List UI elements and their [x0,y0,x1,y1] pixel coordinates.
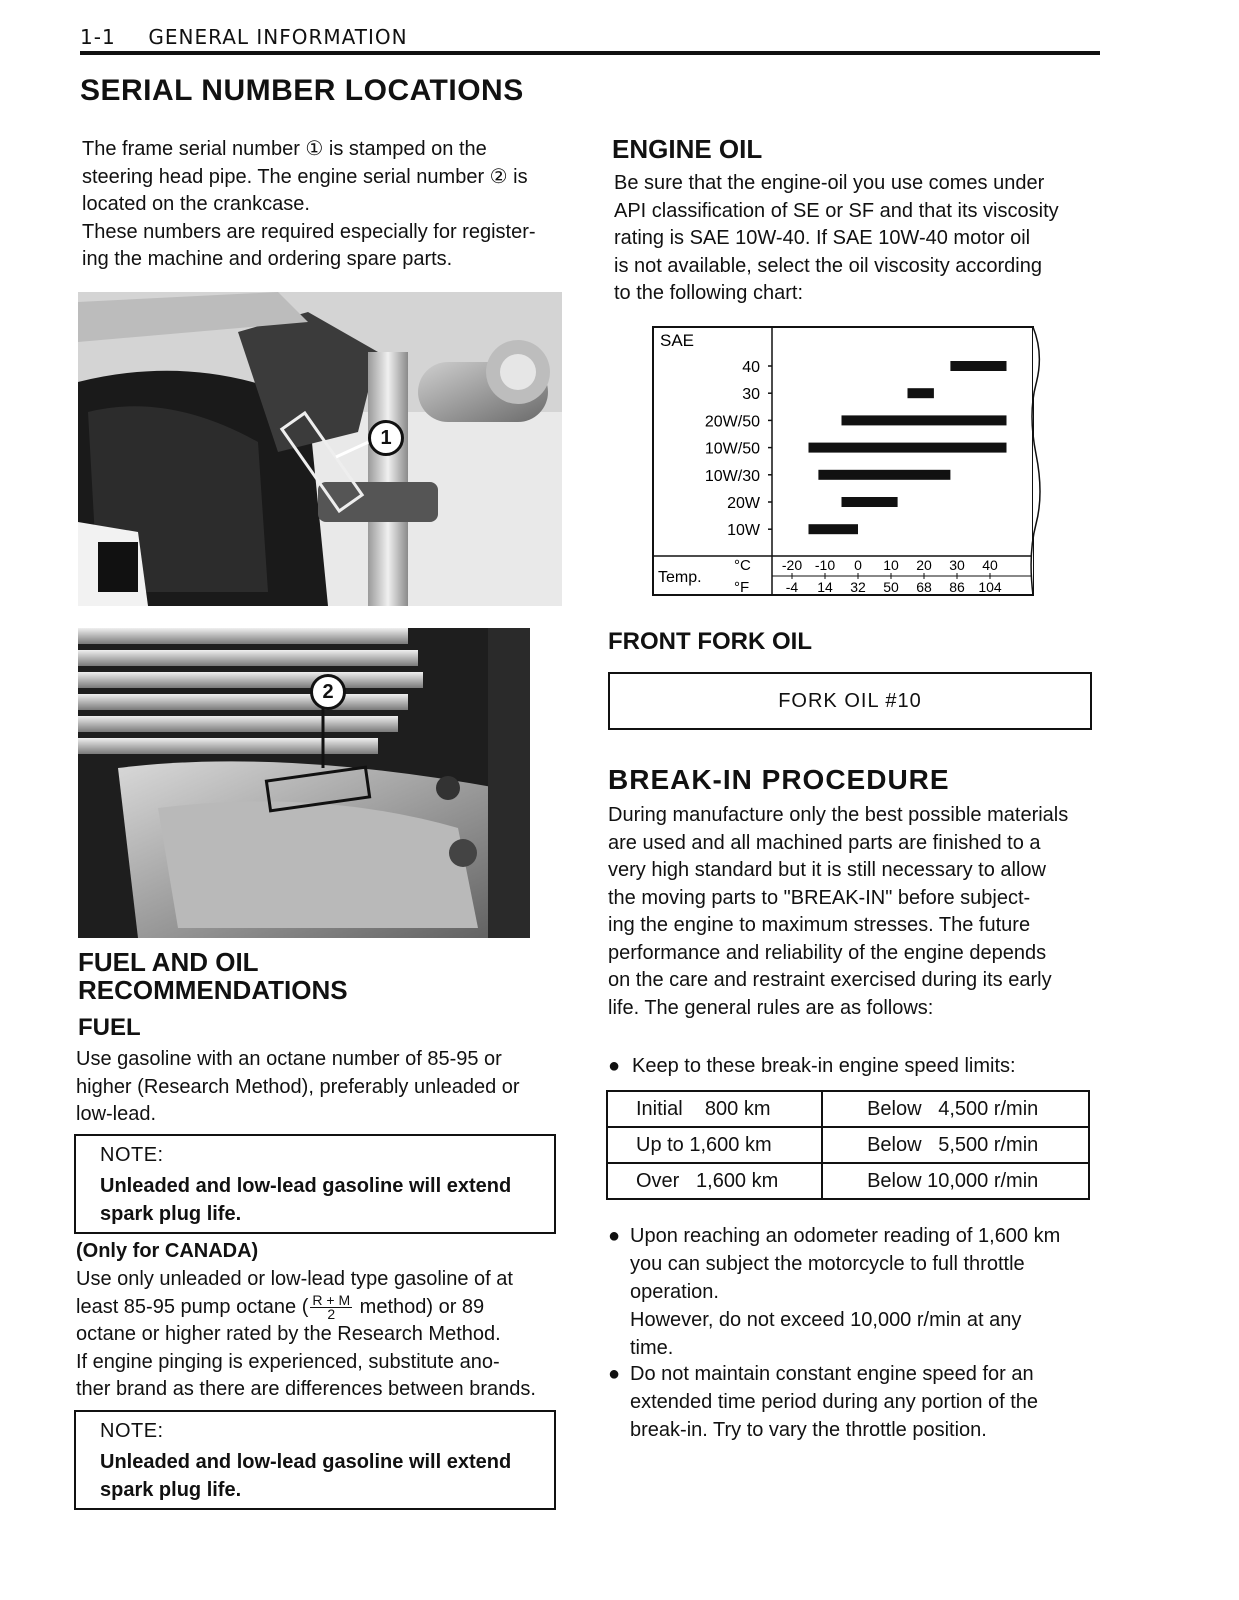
distance-cell: Up to 1,600 km [607,1127,822,1163]
canada-line: octane or higher rated by the Research Method. [76,1323,501,1345]
chart-xlabel: Temp. [658,569,702,586]
tick-label-c: 40 [982,557,998,573]
fraction-denominator: 2 [327,1305,336,1322]
tick-label-f: -4 [785,579,799,595]
callout-2: 2 [310,674,346,710]
bullet-line: Do not maintain constant engine speed for an [630,1363,1034,1385]
callout-1: 1 [368,420,404,456]
speed-table-row [607,1163,1089,1199]
tick-label-f: 86 [949,579,965,595]
bullet-speed-limits [608,1052,1088,1080]
sae-grade-label: 20W/50 [704,413,760,431]
tick-label-c: -10 [814,557,836,573]
page-header [80,25,408,49]
serial-line: The frame serial number ① is stamped on the [82,138,487,160]
unit-f-label: °F [734,579,750,596]
note-line: spark plug life. [100,1479,242,1501]
engine-oil-paragraph [614,170,1092,308]
engine-photo-illustration [78,628,530,938]
viscosity-range-bar [842,497,898,507]
bullet-line: extended time period during any portion of the [630,1391,1039,1413]
rpm-cell: Below 5,500 r/min [822,1127,1089,1163]
tick-label-f: 32 [850,579,866,595]
frame-serial-photo [78,292,562,606]
note-box-1 [74,1134,556,1234]
note-title: NOTE: [100,1420,164,1442]
breakin-line: ing the engine to maximum stresses. The future [608,914,1031,936]
chart-ylabel: SAE [660,331,695,350]
fork-oil-box: FORK OIL #10 [608,672,1092,730]
tick-label-f: 68 [916,579,932,595]
bullet-line: break-in. Try to vary the throttle position. [630,1419,987,1441]
front-fork-title: FRONT FORK OIL [608,628,812,655]
header-rule [80,51,1100,55]
fuel-heading: FUEL [78,1014,141,1041]
bullet-constant-speed [608,1360,1088,1444]
engine-oil-line: is not available, select the oil viscosity according [614,254,1042,277]
breakin-line: During manufacture only the best possible materials [608,804,1069,826]
fuel-oil-title-line: FUEL AND OIL [78,947,259,977]
engine-oil-line: rating is SAE 10W-40. If SAE 10W-40 motor oil [614,227,1031,249]
bullet-line: However, do not exceed 10,000 r/min at any [630,1309,1022,1331]
breakin-paragraph [608,802,1086,1022]
engine-oil-line: Be sure that the engine-oil you use comes under [614,172,1045,194]
viscosity-range-bar [842,415,1007,425]
fuel-line: higher (Research Method), preferably unleaded or [76,1075,520,1098]
bullet-dot: ● [608,1225,621,1247]
bullet-dot: ● [608,1055,621,1077]
breakin-line: on the care and restraint exercised during its early [608,969,1052,991]
tick-label-f: 104 [978,579,1002,595]
sae-grade-label: 10W/50 [704,440,760,458]
canada-text: method) or 89 [354,1295,485,1318]
engine-oil-line: to the following chart: [614,282,803,304]
viscosity-chart [650,324,1044,600]
bullet-text [608,1360,1088,1444]
serial-line: ing the machine and ordering spare parts. [82,248,453,270]
breakin-line: the moving parts to "BREAK-IN" before subject- [608,886,1031,909]
frame-photo-illustration [78,292,562,606]
serial-title: SERIAL NUMBER LOCATIONS [80,74,524,107]
canada-line: Use only unleaded or low-lead type gasoline of at [76,1268,513,1290]
bullet-line: operation. [630,1281,719,1303]
canada-line: If engine pinging is experienced, substitute ano- [76,1350,500,1373]
page-ref: 1-1 [80,25,116,49]
bullet-text: Keep to these break-in engine speed limits: [632,1055,1016,1077]
canada-heading: (Only for CANADA) [76,1240,259,1262]
tick-label-c: -20 [781,557,803,573]
breakin-line: very high standard but it is still necessary to allow [608,859,1046,881]
tick-label-f: 14 [817,579,833,595]
tick-label-f: 50 [883,579,899,595]
breakin-line: performance and reliability of the engine depends [608,941,1047,964]
fuel-oil-title-line: RECOMMENDATIONS [78,975,348,1005]
note-line: spark plug life. [100,1203,242,1225]
sae-grade-label: 10W/30 [704,467,760,485]
serial-line: steering head pipe. The engine serial number ② is [82,165,528,188]
note-line: Unleaded and low-lead gasoline will extend [100,1175,512,1197]
section-name: GENERAL INFORMATION [148,25,408,49]
fuel-line: Use gasoline with an octane number of 85-95 or [76,1048,502,1070]
fraction-numerator: R + M [312,1291,351,1308]
sae-grade-label: 10W [727,522,760,540]
bullet-line: you can subject the motorcycle to full throttle [630,1253,1025,1275]
serial-paragraph [82,136,560,274]
viscosity-range-bar [908,388,934,398]
serial-line: located on the crankcase. [82,193,310,215]
viscosity-range-bar [809,524,859,534]
tick-label-c: 30 [949,557,965,573]
distance-cell: Over 1,600 km [607,1163,822,1199]
note-box-2 [74,1410,556,1510]
speed-limit-table [606,1090,1090,1200]
tick-label-c: 0 [854,557,862,573]
canada-paragraph [76,1266,552,1404]
tick-label-c: 10 [883,557,899,573]
sae-grade-label: 30 [742,386,760,404]
engine-oil-line: API classification of SE or SF and that its viscosity [614,199,1059,222]
note-line: Unleaded and low-lead gasoline will extend [100,1451,512,1473]
serial-line: These numbers are required especially for register- [82,220,536,243]
octane-fraction [310,1291,352,1322]
speed-table-row [607,1091,1089,1127]
viscosity-range-bar [809,443,1007,453]
engine-oil-title: ENGINE OIL [612,134,763,164]
note-text [100,1172,511,1228]
unit-c-label: °C [734,557,751,574]
canada-line-fraction [76,1291,552,1322]
distance-cell: Initial 800 km [607,1091,822,1127]
fuel-paragraph [76,1046,552,1129]
sae-grade-label: 40 [742,359,760,376]
rpm-cell: Below 10,000 r/min [822,1163,1089,1199]
note-text [100,1448,511,1504]
viscosity-range-bar [818,470,950,480]
bullet-dot: ● [608,1363,621,1385]
speed-table-row [607,1127,1089,1163]
bullet-text [608,1222,1088,1362]
bullet-odometer [608,1222,1088,1362]
note-title: NOTE: [100,1144,164,1166]
tick-label-c: 20 [916,557,932,573]
rpm-cell: Below 4,500 r/min [822,1091,1089,1127]
sae-grade-label: 20W [727,495,760,512]
fuel-line: low-lead. [76,1103,157,1125]
viscosity-range-bar [950,361,1006,371]
bullet-line: Upon reaching an odometer reading of 1,600 km [630,1225,1061,1247]
canada-line: ther brand as there are differences between brands. [76,1378,536,1400]
canada-text: least 85-95 pump octane ( [76,1295,309,1318]
breakin-title: BREAK-IN PROCEDURE [608,764,950,795]
engine-serial-photo [78,628,530,938]
breakin-line: are used and all machined parts are finished to a [608,831,1041,854]
fuel-oil-title [78,948,348,1004]
bullet-line: time. [630,1337,674,1359]
breakin-line: life. The general rules are as follows: [608,996,934,1019]
